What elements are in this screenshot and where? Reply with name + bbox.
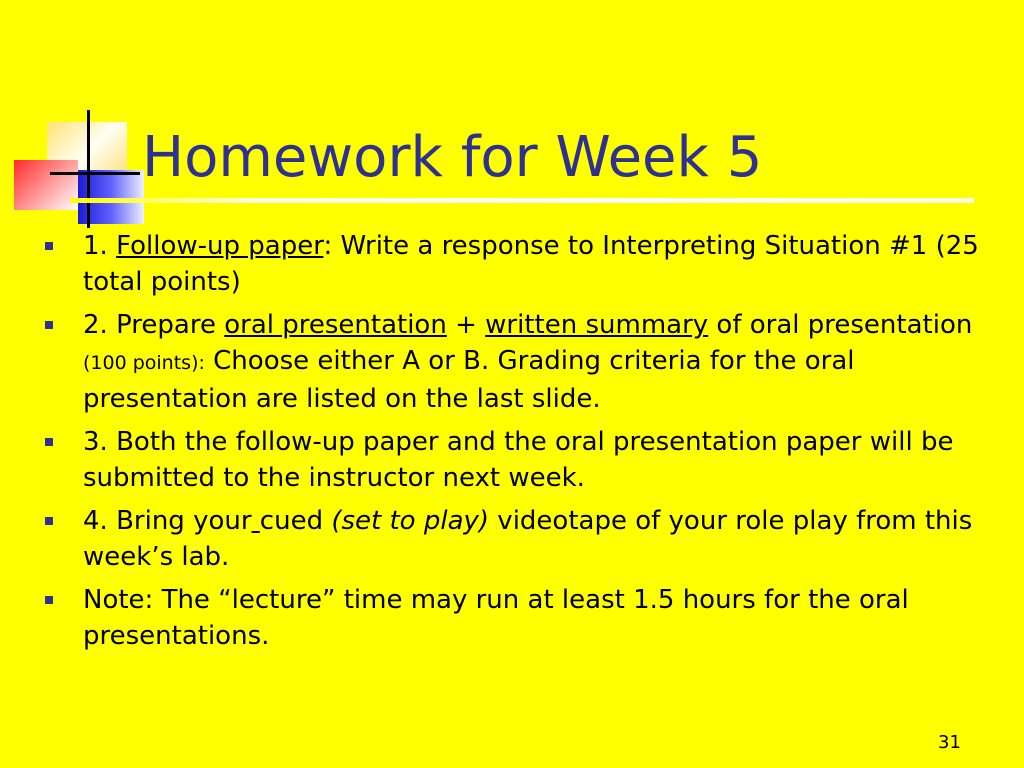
bullet-text-segment: oral presentation — [224, 310, 447, 340]
bullet-text-segment: + — [446, 310, 486, 340]
bullet-text-segment: Follow-up paper — [116, 231, 324, 261]
bullet-text-segment: videotape of your role play from this week’s lab. — [83, 506, 973, 572]
title-divider — [70, 198, 974, 203]
bullet-text-segment: (set to play) — [331, 506, 490, 536]
horizontal-line-shape — [50, 172, 140, 175]
bullet-text-segment: 4. Bring your — [83, 506, 252, 536]
bullet-text-segment: 2. Prepare — [83, 310, 225, 340]
bullet-item — [40, 424, 1000, 496]
bullet-square-icon — [45, 242, 53, 250]
bullet-text-segment: 1. — [83, 231, 117, 261]
bullet-text-segment — [252, 506, 260, 536]
bullet-text-segment: (100 points): — [83, 352, 205, 374]
bullet-text-segment: 3. Both the follow-up paper and the oral presentation paper will be submitted to the instructor next week. — [83, 427, 954, 493]
bullet-text-segment: written summary — [485, 310, 709, 340]
bullet-list — [40, 228, 1000, 661]
decorative-squares-logo — [0, 0, 150, 240]
red-square-shape — [14, 160, 78, 210]
bullet-text-segment: of oral presentation — [708, 310, 973, 340]
bullet-text-segment: cued — [259, 506, 332, 536]
bullet-text-segment: : Write a response to Interpreting Situation #1 (25 total points) — [83, 231, 979, 297]
bullet-item — [40, 582, 1000, 654]
bullet-square-icon — [45, 596, 53, 604]
bullet-item — [40, 228, 1000, 300]
bullet-item — [40, 307, 1000, 417]
bullet-square-icon — [45, 517, 53, 525]
bullet-square-icon — [45, 438, 53, 446]
slide-title: Homework for Week 5 — [142, 125, 763, 190]
bullet-text-segment: Choose either A or B. Grading criteria for the oral presentation are listed on the last slide. — [83, 346, 855, 414]
bullet-text-segment: Note: The “lecture” time may run at least 1.5 hours for the oral presentations. — [83, 585, 909, 651]
bullet-item — [40, 503, 1000, 575]
vertical-line-shape — [87, 110, 90, 228]
bullet-square-icon — [45, 321, 53, 329]
page-number: 31 — [938, 732, 961, 753]
